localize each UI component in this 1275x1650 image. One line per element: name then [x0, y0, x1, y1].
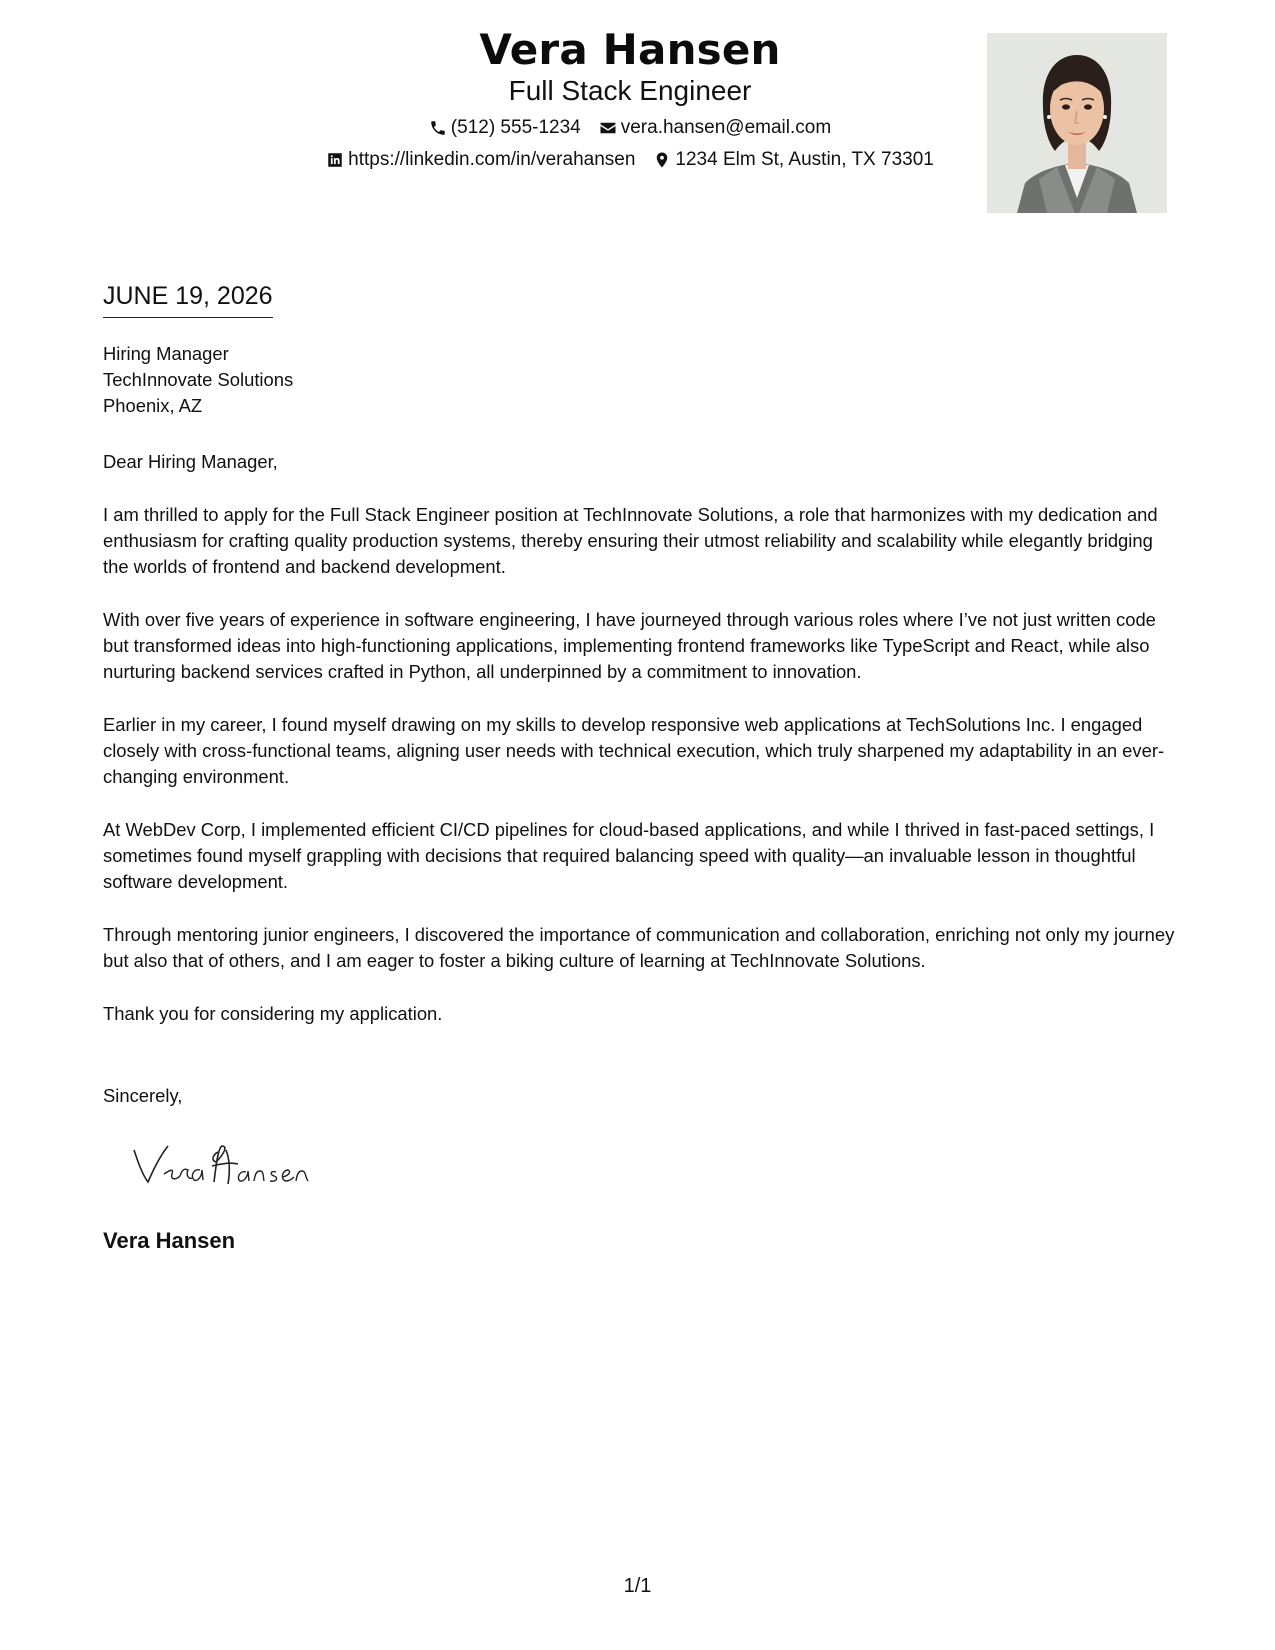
- recipient-block: [103, 341, 293, 419]
- recipient-company: TechInnovate Solutions: [103, 369, 294, 390]
- linkedin-icon: [326, 151, 344, 169]
- email-text[interactable]: vera.hansen@email.com: [620, 117, 832, 138]
- paragraph: At WebDev Corp, I implemented efficient CI/CD pipelines for cloud-based applications, and while I thrived in fast-paced settings, I sometimes found myself grappling with decisions that required balancing speed with quality—an invaluable lesson in thoughtful software development.: [103, 819, 1155, 892]
- closing: Sincerely,: [103, 1085, 183, 1106]
- contact-phone: [429, 116, 581, 140]
- profile-photo: [987, 33, 1167, 213]
- recipient-title: Hiring Manager: [103, 343, 229, 364]
- paragraph: Through mentoring junior engineers, I discovered the importance of communication and collaboration, enriching not only my journey but also that of others, and I am eager to foster a biking culture of learning at TechInnovate Solutions.: [103, 924, 1175, 971]
- page-number: 1/1: [623, 1575, 652, 1597]
- paragraph: Thank you for considering my application.: [103, 1003, 443, 1024]
- paragraph: With over five years of experience in software engineering, I have journeyed through various roles where I’ve not just written code but transformed ideas into high-functioning applications, implementing frontend frameworks like TypeScript and React, while also nurturing backend services crafted in Python, all underpinned by a commitment to innovation.: [103, 609, 1156, 682]
- portrait-illustration: [987, 33, 1167, 213]
- paragraph: Earlier in my career, I found myself drawing on my skills to develop responsive web applications at TechSolutions Inc. I engaged closely with cross-functional teams, aligning user needs with technical execution, which truly sharpened my adaptability in an ever-changing environment.: [103, 714, 1165, 787]
- salutation: Dear Hiring Manager,: [103, 451, 278, 472]
- linkedin-text[interactable]: https://linkedin.com/in/verahansen: [348, 149, 636, 170]
- paragraph: I am thrilled to apply for the Full Stack Engineer position at TechInnovate Solutions, a role that harmonizes with my dedication and enthusiasm for crafting quality production systems, thereby ensuring their utmost reliability and scalability while elegantly bridging the worlds of frontend and backend development.: [103, 504, 1158, 577]
- phone-icon: [429, 119, 447, 137]
- handwritten-signature: [130, 1140, 340, 1190]
- envelope-icon: [599, 119, 617, 137]
- phone-text: (512) 555-1234: [450, 117, 581, 138]
- applicant-title: Full Stack Engineer: [508, 75, 752, 106]
- contact-linkedin: [326, 148, 635, 172]
- contact-email: [599, 116, 831, 140]
- recipient-location: Phoenix, AZ: [103, 395, 203, 416]
- signer-name: Vera Hansen: [103, 1228, 236, 1253]
- address-text: 1234 Elm St, Austin, TX 73301: [675, 149, 934, 170]
- letter-body: [103, 449, 1183, 1054]
- applicant-name: Vera Hansen: [479, 25, 781, 74]
- map-marker-icon: [653, 151, 671, 169]
- contact-address: [653, 148, 933, 172]
- letter-date: JUNE 19, 2026: [103, 280, 273, 318]
